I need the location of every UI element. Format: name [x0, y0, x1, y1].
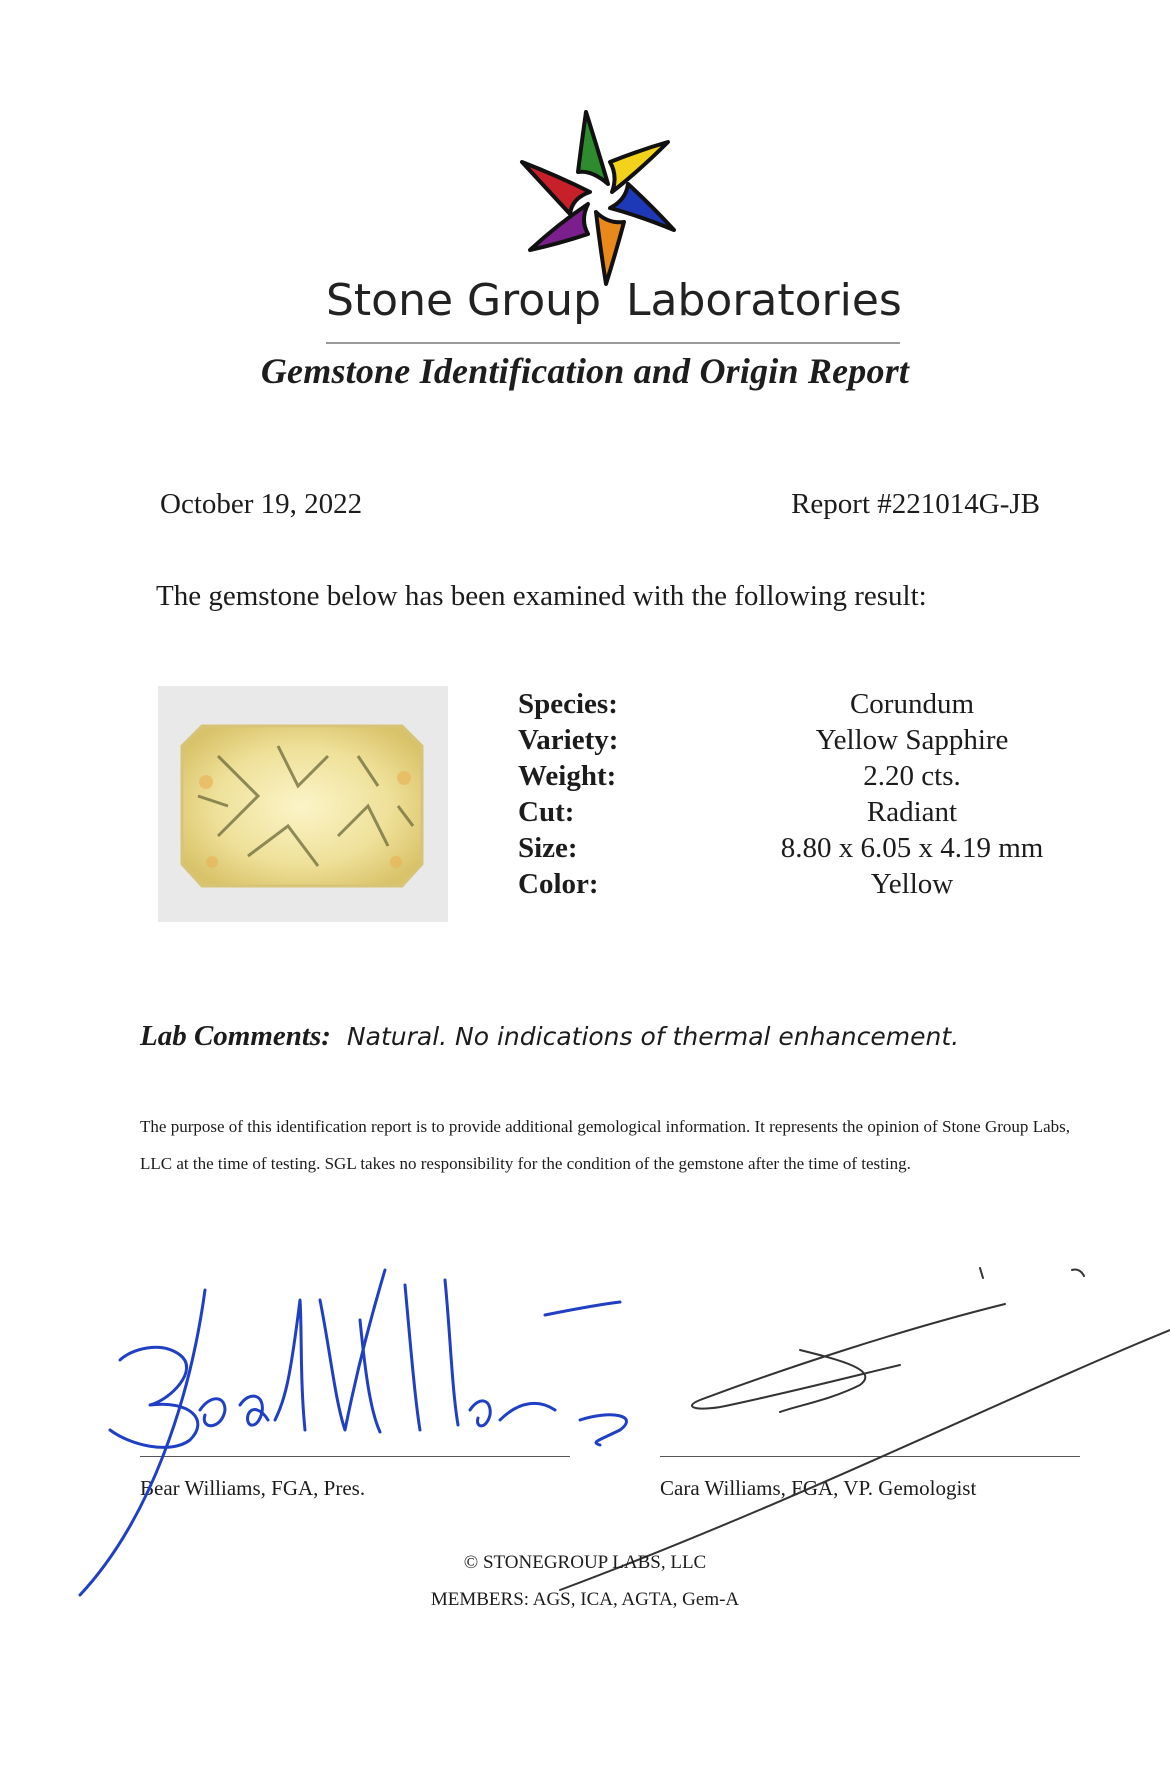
memberships-text: MEMBERS: AGS, ICA, AGTA, Gem-A — [430, 1589, 740, 1610]
property-row-weight — [518, 760, 1078, 796]
property-value: Yellow — [870, 868, 954, 900]
disclaimer-text: The purpose of this identification report is to provide additional gemological information. It represents the opinion of Stone Group Labs, LLC at the time of testing. SGL takes no responsibility for the condition of the gemstone after the time of testing. — [140, 1117, 1070, 1173]
property-label: Weight: — [518, 760, 617, 792]
brand-name-left: Stone Group — [326, 275, 601, 326]
logo-petal-purple — [530, 204, 588, 250]
logo-petal-yellow — [610, 142, 668, 192]
yellow-sapphire-radiant-photo-icon — [158, 686, 448, 922]
property-row-species — [518, 688, 1078, 724]
report-number: Report #221014G-JB — [791, 488, 1040, 520]
copyright-text: © STONEGROUP LABS, LLC — [463, 1552, 707, 1573]
report-date: October 19, 2022 — [160, 488, 363, 520]
property-label: Size: — [518, 832, 578, 864]
report-title: Gemstone Identification and Origin Report — [260, 351, 910, 391]
property-label: Species: — [518, 688, 618, 720]
signature-bear-williams-icon — [80, 1270, 626, 1595]
property-label: Cut: — [518, 796, 575, 828]
logo-petal-orange — [596, 212, 624, 284]
property-label: Color: — [518, 868, 599, 900]
logo-petal-green — [578, 112, 608, 184]
brand-name-right: Laboratories — [626, 275, 902, 326]
lab-comments-text: Natural. No indications of thermal enhancement. — [346, 1022, 960, 1051]
lab-comments — [140, 1020, 959, 1053]
property-row-color — [518, 868, 1078, 904]
property-value: Yellow Sapphire — [815, 724, 1009, 756]
gemstone-photo — [158, 686, 448, 922]
pinwheel-logo-icon — [500, 100, 700, 300]
property-value: Corundum — [849, 688, 975, 720]
intro-text: The gemstone below has been examined with the following result: — [156, 580, 927, 612]
property-value: 8.80 x 6.05 x 4.19 mm — [780, 832, 1044, 864]
signatory-name-right: Cara Williams, FGA, VP. Gemologist — [660, 1476, 977, 1500]
property-value: 2.20 cts. — [863, 760, 961, 792]
property-label: Variety: — [518, 724, 619, 756]
signatory-name-left: Bear Williams, FGA, Pres. — [140, 1476, 366, 1500]
property-row-cut — [518, 796, 1078, 832]
signature-cara-williams-icon — [560, 1268, 1170, 1590]
property-row-size — [518, 832, 1078, 868]
lab-comments-label: Lab Comments: — [140, 1020, 331, 1052]
property-value: Radiant — [866, 796, 958, 828]
signature-line-left — [140, 1456, 570, 1457]
property-row-variety — [518, 724, 1078, 760]
signature-line-right — [660, 1456, 1080, 1457]
header-divider — [326, 342, 900, 344]
